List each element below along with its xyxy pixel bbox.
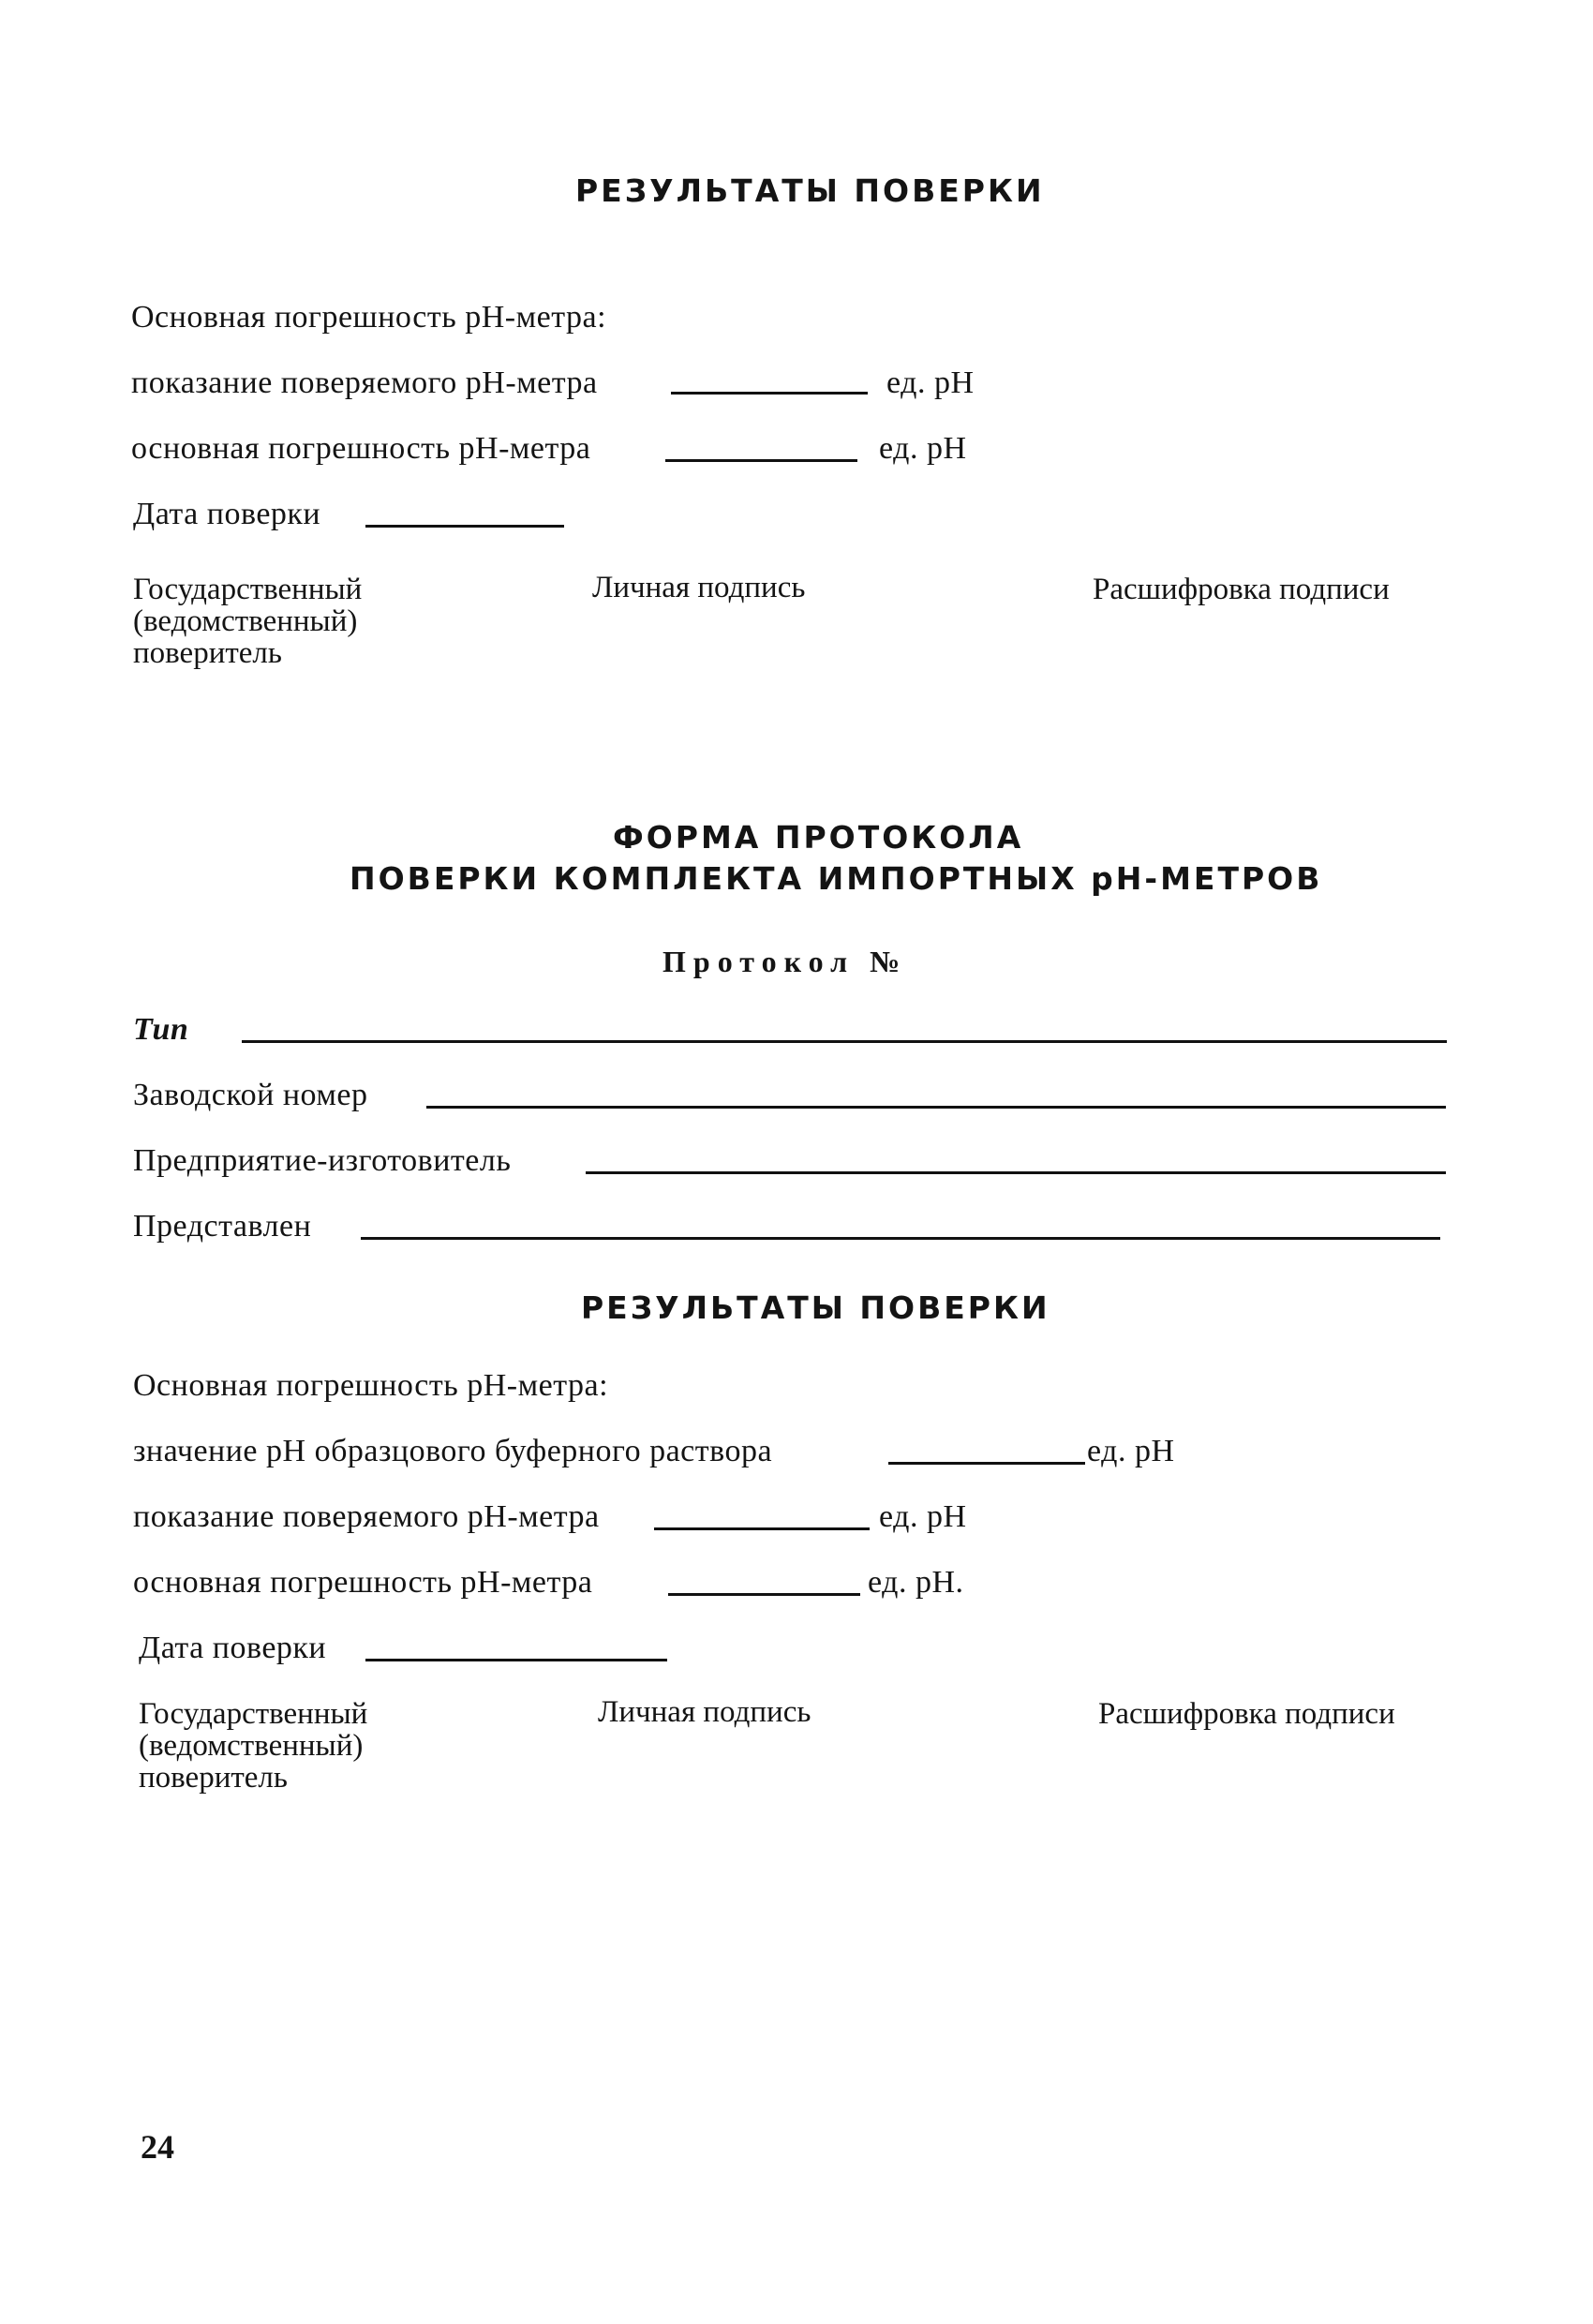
section2-error-field[interactable] <box>668 1593 860 1596</box>
submitted-by-label: Представлен <box>133 1209 312 1244</box>
section2-buffer-field[interactable] <box>888 1462 1085 1465</box>
section2-buffer-unit: ед. pH <box>1087 1434 1175 1468</box>
section1-error-unit: ед. pH <box>879 431 967 466</box>
section2-reading-unit: ед. pH <box>879 1499 967 1534</box>
personal-signature-label-1: Личная подпись <box>592 571 806 604</box>
section1-error-label: основная погрешность pH-метра <box>131 431 591 466</box>
section2-date-label: Дата поверки <box>139 1631 327 1665</box>
manufacturer-label: Предприятие-изготовитель <box>133 1143 512 1178</box>
signature-decoding-label-2: Расшифровка подписи <box>1098 1697 1395 1731</box>
section2-reading-field[interactable] <box>654 1527 870 1530</box>
form-title-line1: ФОРМА ПРОТОКОЛА <box>613 819 1024 856</box>
section1-heading: РЕЗУЛЬТАТЫ ПОВЕРКИ <box>575 172 1045 209</box>
verifier-line: Государственный <box>133 573 363 606</box>
manufacturer-field[interactable] <box>586 1171 1446 1174</box>
section2-date-field[interactable] <box>365 1659 667 1661</box>
verifier-line: (ведомственный) <box>133 604 358 638</box>
protocol-number-label: Протокол № <box>663 945 908 978</box>
section2-main-error-label: Основная погрешность pH-метра: <box>133 1368 609 1403</box>
section1-date-label: Дата поверки <box>133 497 321 531</box>
section2-heading: РЕЗУЛЬТАТЫ ПОВЕРКИ <box>581 1289 1050 1326</box>
form-title-line2: ПОВЕРКИ КОМПЛЕКТА ИМПОРТНЫХ pH-МЕТРОВ <box>350 860 1323 897</box>
section1-reading-label: показание поверяемого pH-метра <box>131 365 598 400</box>
section1-reading-unit: ед. pH <box>886 365 975 400</box>
section1-error-field[interactable] <box>665 459 857 462</box>
verifier-line: поверитель <box>133 636 282 670</box>
section2-error-label: основная погрешность pH-метра <box>133 1565 593 1600</box>
serial-number-field[interactable] <box>426 1106 1446 1109</box>
section2-reading-label: показание поверяемого pH-метра <box>133 1499 600 1534</box>
verifier-line: (ведомственный) <box>139 1729 364 1763</box>
section1-reading-field[interactable] <box>671 392 868 395</box>
type-field[interactable] <box>242 1040 1447 1043</box>
verifier-line: Государственный <box>139 1697 368 1731</box>
verifier-line: поверитель <box>139 1761 288 1795</box>
signature-decoding-label-1: Расшифровка подписи <box>1093 573 1390 606</box>
personal-signature-label-2: Личная подпись <box>598 1695 811 1729</box>
section1-main-error-label: Основная погрешность pH-метра: <box>131 300 607 335</box>
page-number: 24 <box>141 2128 174 2166</box>
section2-error-unit: ед. pH. <box>868 1565 964 1600</box>
verifier-title-2 <box>139 1698 367 1794</box>
section2-buffer-label: значение pH образцового буферного раствора <box>133 1434 773 1468</box>
submitted-by-field[interactable] <box>361 1237 1440 1240</box>
verifier-title-1 <box>133 574 362 669</box>
serial-number-label: Заводской номер <box>133 1078 368 1112</box>
type-label: Тип <box>133 1012 189 1047</box>
section1-date-field[interactable] <box>365 525 564 528</box>
